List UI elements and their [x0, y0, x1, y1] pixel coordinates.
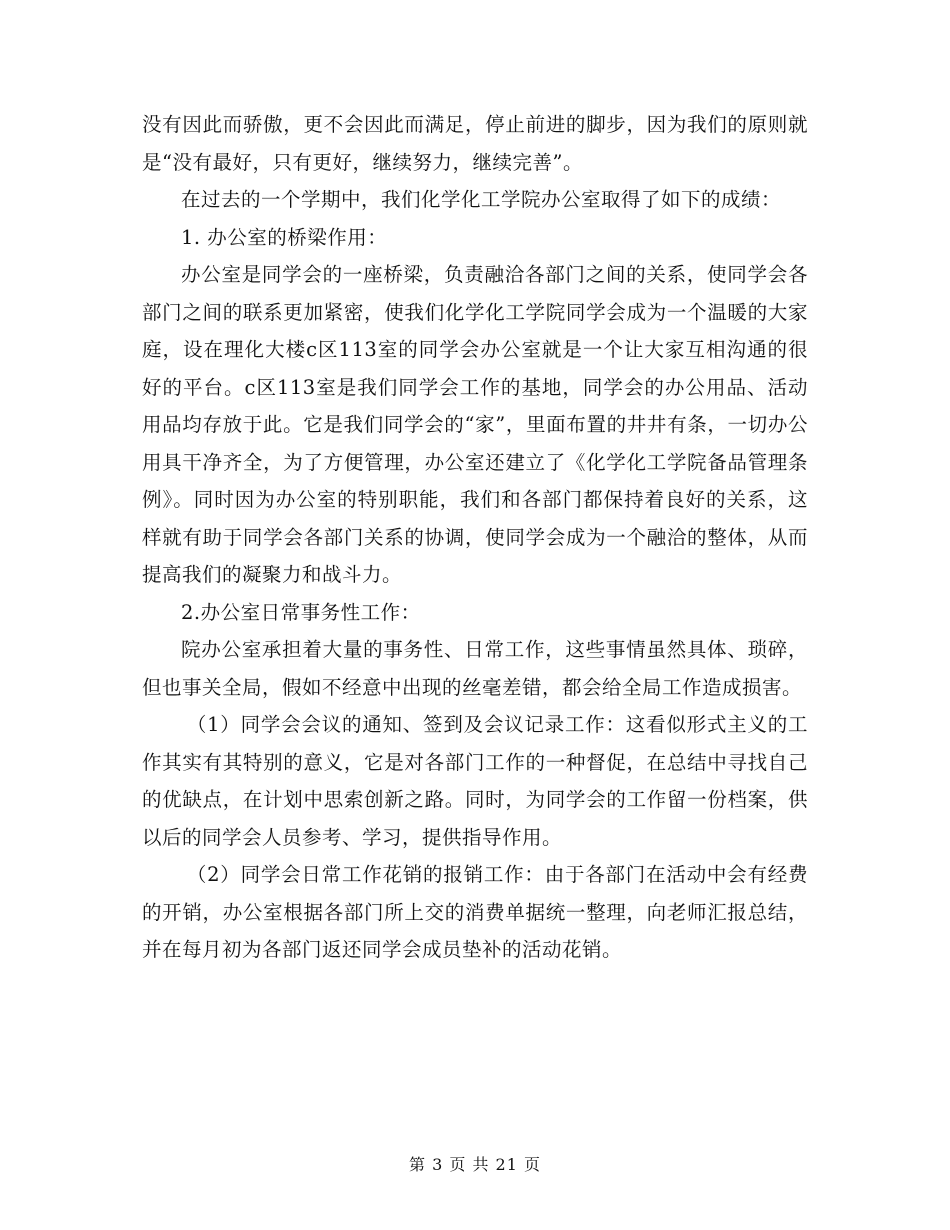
section-heading-bridge-role: 1. 办公室的桥梁作用： [181, 225, 388, 249]
paragraph-reimbursement: （2）同学会日常工作花销的报销工作：由于各部门在活动中会有经费的开销，办公室根据各部门所上交的消费单据统一整理，向老师汇报总结，并在每月初为各部门返还同学会成员垫补的活动花销。 [142, 863, 808, 961]
document-body [142, 106, 808, 969]
page-footer [0, 1152, 950, 1175]
paragraph-meeting-records: （1）同学会会议的通知、签到及会议记录工作：这看似形式主义的工作其实有其特别的意义，它是对各部门工作的一种督促，在总结中寻找自己的优缺点，在计划中思索创新之路。同时，为同学会的工作留一份档案，供以后的同学会人员参考、学习，提供指导作用。 [142, 713, 808, 849]
paragraph-continuation: 没有因此而骄傲，更不会因此而满足，停止前进的脚步，因为我们的原则就是“没有最好，只有更好，继续努力，继续完善”。 [142, 113, 808, 174]
page-number: 第 3 页 共 21 页 [409, 1155, 541, 1174]
paragraph-bridge-role: 办公室是同学会的一座桥梁，负责融洽各部门之间的关系，使同学会各部门之间的联系更加紧密，使我们化学化工学院同学会成为一个温暖的大家庭，设在理化大楼c区113室的同学会办公室就是一个让大家互相沟通的很好的平台。c区113室是我们同学会工作的基地，同学会的办公用品、活动用品均存放于此。它是我们同学会的“家”，里面布置的井井有条，一切办公用具干净齐全，为了方便管理，办公室还建立了《化学化工学院备品管理条例》。同时因为办公室的特别职能，我们和各部门都保持着良好的关系，这样就有助于同学会各部门关系的协调，使同学会成为一个融洽的整体，从而提高我们的凝聚力和战斗力。 [142, 263, 808, 586]
section-heading-daily-work: 2.办公室日常事务性工作： [181, 600, 421, 624]
paragraph-achievements-intro: 在过去的一个学期中，我们化学化工学院办公室取得了如下的成绩： [181, 188, 782, 211]
paragraph-daily-work: 院办公室承担着大量的事务性、日常工作，这些事情虽然具体、琐碎，但也事关全局，假如不经意中出现的丝毫差错，都会给全局工作造成损害。 [142, 638, 808, 699]
